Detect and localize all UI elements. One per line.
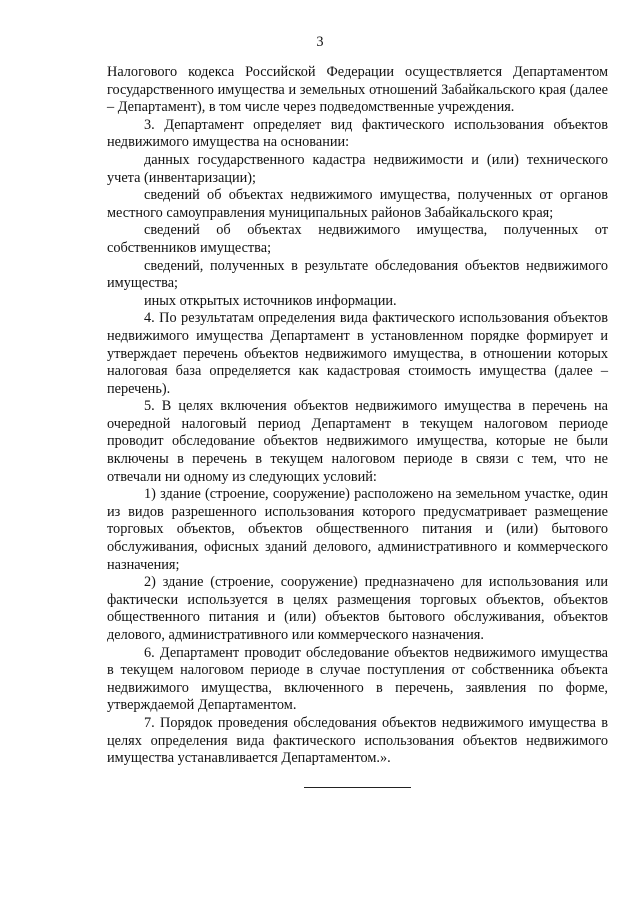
paragraph-7: 7. Порядок проведения обследования объектов недвижимого имущества в целях определения вида фактического использования объектов недвижимого имущества устанавливается Департаментом.». <box>107 714 608 767</box>
page-number: 3 <box>316 34 324 50</box>
paragraph-3-source-inspection: сведений, полученных в результате обследования объектов недвижимого имущества; <box>107 257 608 292</box>
paragraph-5: 5. В целях включения объектов недвижимого имущества в перечень на очередной налоговый период Департамент в текущем налоговом периоде проводит обследование объектов недвижимого имущества, которые не были включены в перечень в текущем налоговом периоде в связи с тем, что не отвечали ни одному из следующих условий: <box>107 398 608 485</box>
paragraph-5-condition-1: 1) здание (строение, сооружение) расположено на земельном участке, один из видов разрешенного использования которого предусматривает размещение торговых объектов, объектов общественного питания и (или) бытового обслуживания, офисных зданий делового, административного и коммерческого назначения; <box>107 486 608 573</box>
signature-line <box>304 787 411 788</box>
paragraph-intro-continuation: Налогового кодекса Российской Федерации осуществляется Департаментом государственного имущества и земельных отношений Забайкальского края (далее – Департамент), в том числе через подведомственные учреждения. <box>107 64 608 116</box>
paragraph-6: 6. Департамент проводит обследование объектов недвижимого имущества в текущем налоговом периоде в случае поступления от собственника объекта недвижимого имущества, включенного в перечень, заявления по форме, утверждаемой Департаментом. <box>107 644 608 714</box>
paragraph-3-source-local-authorities: сведений об объектах недвижимого имущества, полученных от органов местного самоуправления муниципальных районов Забайкальского края; <box>107 187 608 221</box>
paragraph-3-source-open: иных открытых источников информации. <box>144 292 397 309</box>
document-body <box>107 64 608 768</box>
paragraph-3-source-cadastre: данных государственного кадастра недвижимости и (или) технического учета (инвентаризации); <box>107 151 608 186</box>
paragraph-3: 3. Департамент определяет вид фактического использования объектов недвижимого имущества на основании: <box>107 116 608 151</box>
paragraph-4: 4. По результатам определения вида фактического использования объектов недвижимого имущества Департамент в установленном порядке формирует и утверждает перечень объектов недвижимого имущества, в отношении которых налоговая база определяется как кадастровая стоимость имущества (далее – перечень). <box>107 310 608 397</box>
paragraph-3-source-owners: сведений об объектах недвижимого имущества, полученных от собственников имущества; <box>107 222 608 256</box>
paragraph-5-condition-2: 2) здание (строение, сооружение) предназначено для использования или фактически используется в целях размещения торговых объектов, объектов общественного питания и (или) объектов бытового обслуживания, объектов делового, административного или коммерческого назначения. <box>107 574 608 643</box>
